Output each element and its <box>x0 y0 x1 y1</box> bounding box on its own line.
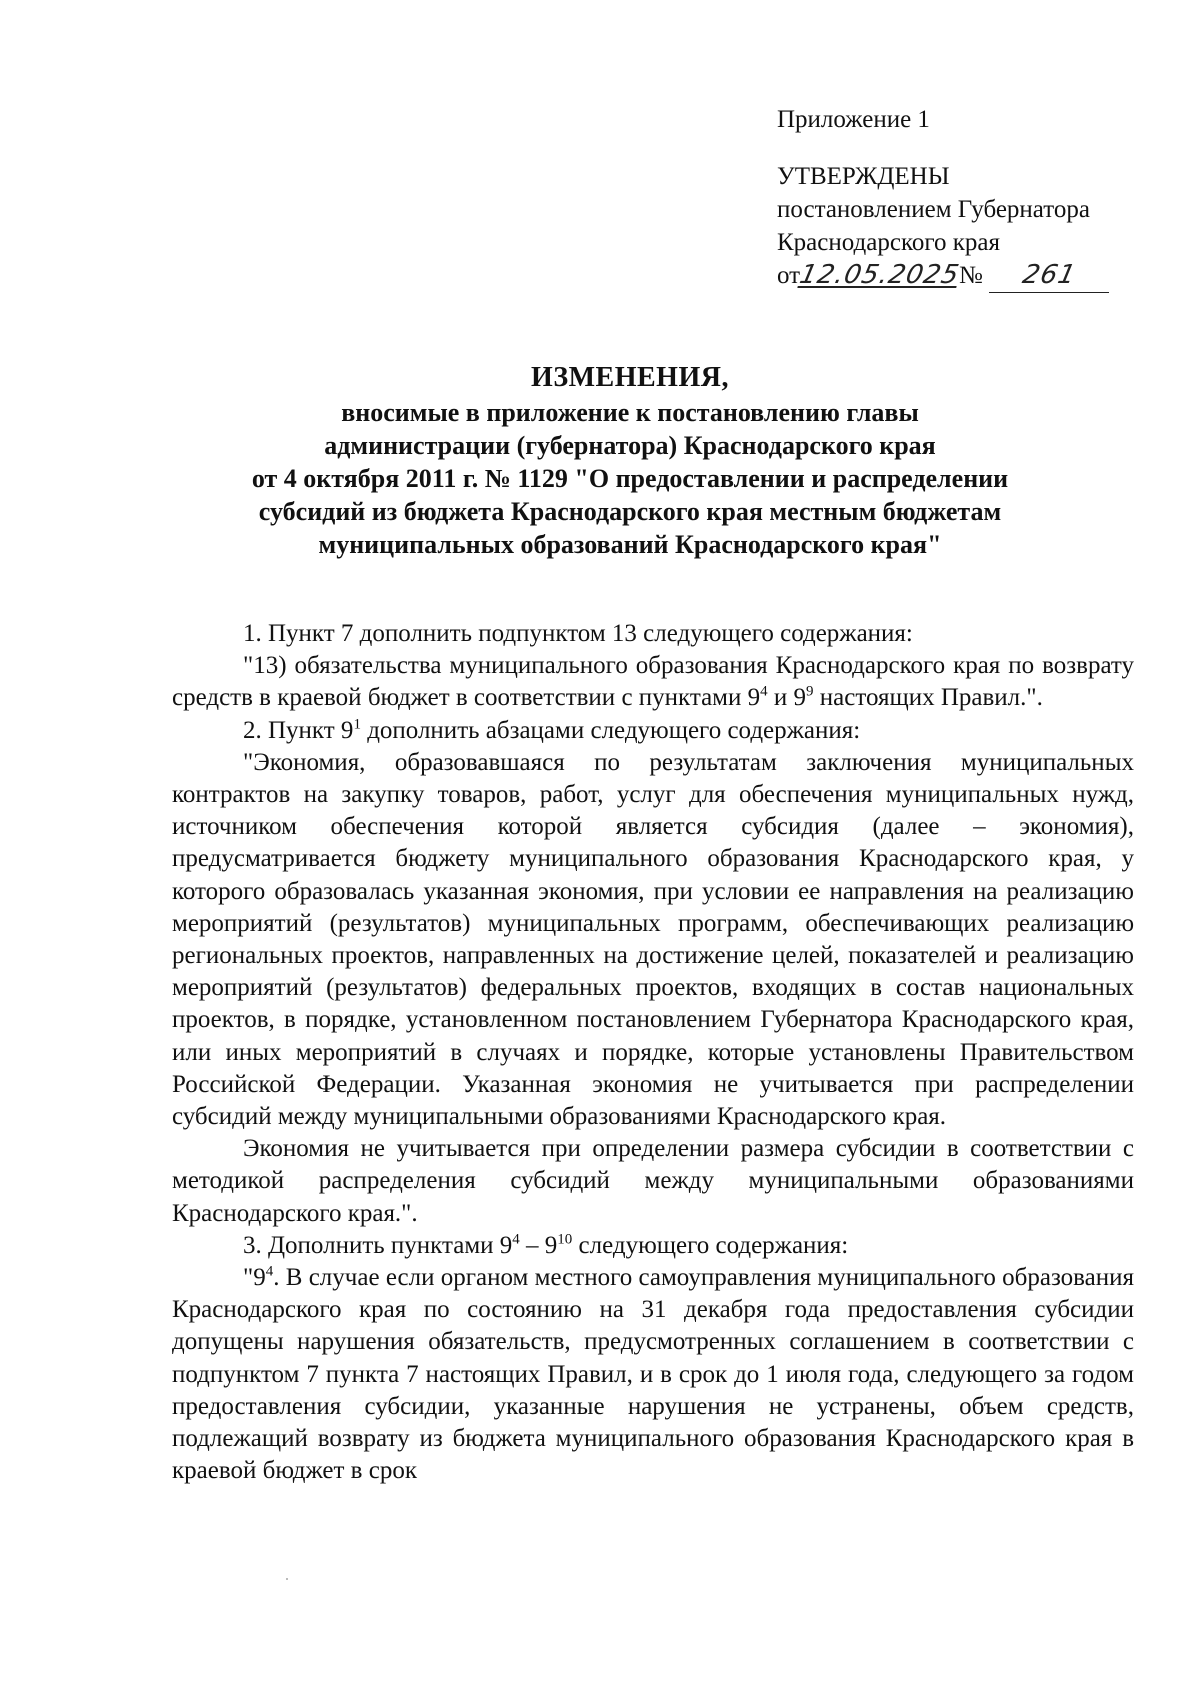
paragraph-3: 2. Пункт $9^1$ дополнить абзацами следующего содержания: <box>243 716 861 744</box>
approved-by-line-2: Краснодарского края <box>777 229 1000 256</box>
superscript: 10 <box>557 1231 573 1248</box>
handwritten-date: 12.05.2025 <box>797 260 963 290</box>
appendix-label: Приложение 1 <box>777 106 930 133</box>
paragraph-5: Экономия не учитывается при определении размера субсидии в соответствии с методикой распределения субсидий между муниципальными образованиями Краснодарского края.". <box>172 1135 1134 1227</box>
from-label: от <box>777 262 801 289</box>
approved-label: УТВЕРЖДЕНЫ <box>777 163 950 190</box>
title-line-2: администрации (губернатора) Краснодарского края <box>324 431 936 460</box>
title-line-1: вносимые в приложение к постановлению главы <box>341 398 919 427</box>
document-body <box>172 618 1134 1487</box>
approval-block <box>777 103 1177 293</box>
superscript: 1 <box>353 716 361 733</box>
superscript: 4 <box>512 1231 520 1248</box>
title-line-3: от 4 октября 2011 г. № 1129 "О предоставлении и распределении <box>251 464 1009 493</box>
title-line-4: субсидий из бюджета Краснодарского края местным бюджетам <box>258 497 1002 526</box>
paragraph-2: "13) обязательства муниципального образования Краснодарского края по возврату средств в краевой бюджет в соответствии с пунктами $9^4$ и $9^9$ настоящих Правил.". <box>172 652 1134 712</box>
superscript: 4 <box>265 1263 274 1280</box>
decree-date-line <box>777 259 1177 293</box>
title-main: ИЗМЕНЕНИЯ, <box>531 362 729 393</box>
paragraph-7: "$9^4$. В случае если органом местного самоуправления муниципального образования Краснодарского края по состоянию на 31 декабря года предоставления субсидии допущены нарушения обязательств, предусмотренных соглашением в соответствии с подпунктом 7 пункта 7 настоящих Правил, и в срок до 1 июля года, следующего за годом предоставления субсидии, указанные нарушения не устранены, объем средств, подлежащий возврату из бюджета муниципального образования Краснодарского края в краевой бюджет в срок <box>172 1263 1134 1485</box>
approved-by-line-1: постановлением Губернатора <box>777 196 1090 223</box>
decree-number-field <box>989 259 1109 293</box>
document-title <box>160 361 1100 561</box>
paragraph-1: 1. Пункт 7 дополнить подпунктом 13 следующего содержания: <box>243 620 913 647</box>
superscript: 4 <box>760 684 768 701</box>
scan-speck <box>286 1578 288 1580</box>
title-line-5: муниципальных образований Краснодарского края" <box>318 530 942 559</box>
paragraph-6: 3. Дополнить пунктами $9^4 - 9^{10}$ следующего содержания: <box>243 1231 849 1259</box>
paragraph-4: "Экономия, образовавшаяся по результатам заключения муниципальных контрактов на закупку товаров, работ, услуг для обеспечения муниципальных нужд, источником обеспечения которой является субсидия (далее – экономия), предусматривается бюджету муниципального образования Краснодарского края, у которого образовалась указанная экономия, при условии ее направления на реализацию мероприятий (результатов) муниципальных программ, обеспечивающих реализацию региональных проектов, направленных на достижение целей, показателей и реализацию мероприятий (результатов) федеральных проектов, входящих в состав национальных проектов, в порядке, установленном постановлением Губернатора Краснодарского края, или иных мероприятий в случаях и порядке, которые установлены Правительством Российской Федерации. Указанная экономия не учитывается при распределении субсидий между муниципальными образованиями Краснодарского края. <box>172 748 1134 1131</box>
handwritten-number: 261 <box>1019 260 1079 290</box>
superscript: 9 <box>806 684 814 701</box>
number-label: № <box>958 262 983 289</box>
